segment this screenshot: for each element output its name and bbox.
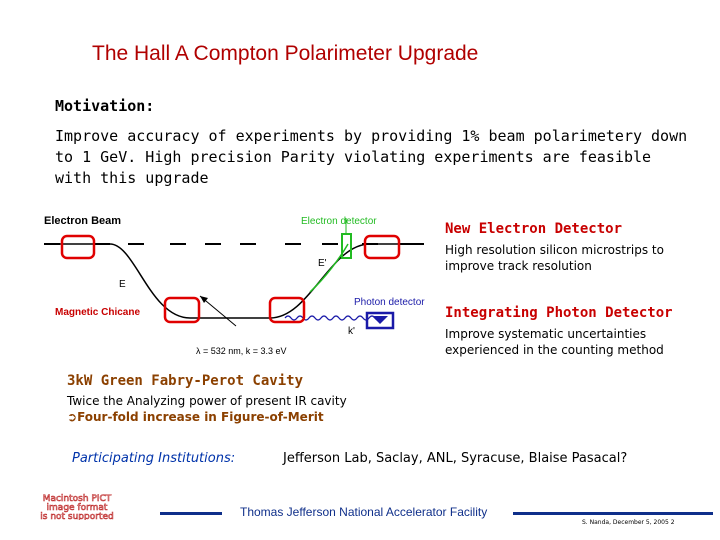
dipole-1-box: [62, 236, 94, 258]
dipole-4-box: [365, 236, 399, 258]
footer-rule-left: [160, 512, 222, 515]
dipole-3-box: [270, 298, 304, 322]
unsupported-pict-image: [5, 492, 150, 520]
compton-chicane-diagram: [40, 208, 440, 358]
arrow-bullet-icon: ➲: [67, 410, 78, 424]
electron-detector-label: Electron detector: [301, 216, 377, 227]
photon-detector-title: Integrating Photon Detector: [445, 305, 673, 321]
k-prime-label: k': [348, 326, 355, 337]
magnetic-chicane-label: Magnetic Chicane: [55, 307, 141, 318]
pict-line-3: is not supported: [40, 512, 114, 520]
cavity-result-text: Four-fold increase in Figure-of-Merit: [77, 410, 324, 424]
new-detector-desc: High resolution silicon microstrips to improve track resolution: [445, 243, 664, 273]
pict-line-2: image format: [46, 503, 108, 513]
cavity-title: 3kW Green Fabry-Perot Cavity: [67, 373, 304, 389]
laser-label: λ = 532 nm, k = 3.3 eV: [196, 346, 287, 356]
photon-detector-desc: Improve systematic uncertainties experienced in the counting method: [445, 327, 664, 357]
pict-line-1: Macintosh PICT: [42, 494, 112, 504]
cavity-desc: Twice the Analyzing power of present IR cavity: [67, 394, 347, 408]
footer-credit: S. Nanda, December 5, 2005 2: [582, 519, 675, 526]
e-label: E: [119, 279, 126, 290]
institutions-label: Participating Institutions:: [72, 451, 236, 466]
institutions-list: Jefferson Lab, Saclay, ANL, Syracuse, Blaise Pasacal?: [283, 451, 628, 466]
footer-facility: Thomas Jefferson National Accelerator Facility: [240, 505, 488, 519]
e-prime-label: E': [318, 258, 327, 269]
cavity-result: [67, 410, 324, 424]
photon-detector-label: Photon detector: [354, 297, 425, 308]
motivation-body: Improve accuracy of experiments by providing 1% beam polarimetery down to 1 GeV. High precision Parity violating experiments are feasible with this upgrade: [55, 127, 688, 187]
footer-rule-right: [513, 512, 713, 515]
electron-beam-label: Electron Beam: [44, 215, 122, 227]
new-detector-title: New Electron Detector: [445, 221, 623, 237]
motivation-heading: Motivation:: [55, 97, 155, 115]
slide-title: The Hall A Compton Polarimeter Upgrade: [92, 42, 479, 65]
